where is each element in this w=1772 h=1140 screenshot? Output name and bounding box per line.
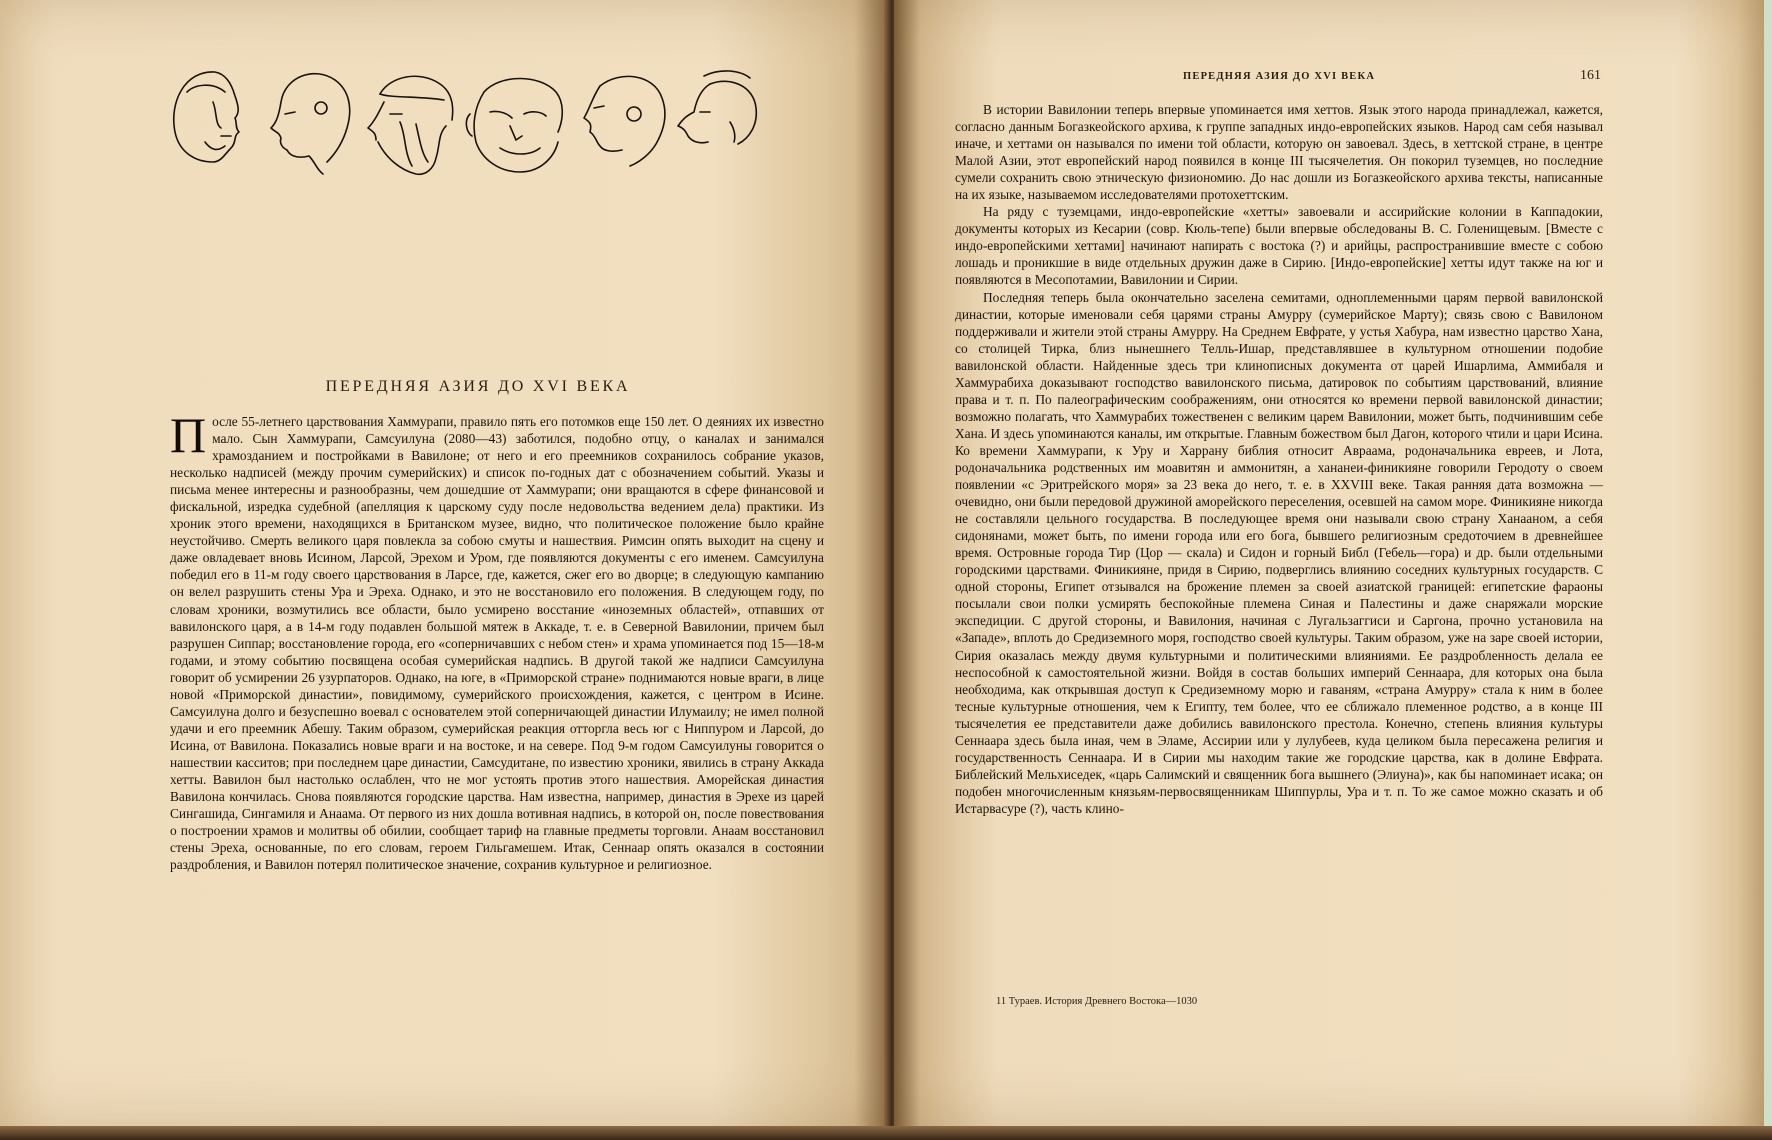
page-number: 161 [1580,68,1601,83]
head-profile-4 [466,79,562,173]
bottom-edge [0,1126,1772,1140]
right-paragraph-1: В истории Вавилонии теперь впервые упоминается имя хеттов. Язык этого народа принадлежал, кажется, согласно данным Богазкеойского архива, к группе западных индо-европейских языков. Народ сам себя называл иначе, и хеттами он назывался по имени той области, которую он завоевал. Здесь, в хеттской стране, в центре Малой Азии, этот европейский народ появился в конце III тысячелетия. Он покорил туземцев, но последние сумели сохранить свою этническую физиономию. До нас дошли из Богазкеойского архива тексты, написанные на их языке, называемом исследователями протохеттским. [955,102,1603,203]
chapter-title: ПЕРЕДНЯЯ АЗИЯ ДО XVI ВЕКА [325,378,631,395]
right-body-text [955,101,1603,817]
left-page [0,0,890,1126]
page-edge [1764,0,1772,1140]
running-head: ПЕРЕДНЯЯ АЗИЯ ДО XVI ВЕКА [1183,71,1376,82]
right-paragraph-2: На ряду с туземцами, индо-европейские «хетты» завоевали и ассирийские колонии в Каппадокии, документы которых из Кесарии (совр. Кюль-тепе) были впервые обследованы В. С. Голенищевым. [Вместе с индо-европейскими хеттами] начинают напирать с востока (?) и арийцы, распространившие вместе с собою лошадь и проникшие в виде отдельных дружин даже в Сирию. [Индо-европейские] хетты идут также на юг и появляются в Месопотамии, Вавилонии и Сирии. [955,204,1603,288]
left-paragraph: осле 55-летнего царствования Хаммурапи, правило пять его потомков еще 150 лет. О деяниях их известно мало. Сын Хаммурапи, Самсуилуна (2080—43) заботился, подобно отцу, о каналах и занимался храмозданием и постройками в Вавилоне; от него и его преемников сохранилось собрание указов, несколько надписей (между прочим сумерийских) и список по-годных дат с обозначением событий. Указы и письма менее интересны и разнообразны, чем дошедшие от Хаммурапи; они вращаются в сфере финансовой и фискальной, изредка судебной (апелляция к царскому суду после недовольства ведением дела) практики. Из хроник этого времени, находящихся в Британском музее, видно, что политическое положение было крайне неустойчиво. Смерть великого царя повлекла за собою смуты и нашествия. Римсин опять выходит на сцену и даже овладевает вновь Исином, Ларсой, Эрехом и Уром, где появляются документы с его именем. Самсуилуна победил его в 11-м году своего царствования в Ларсе, где, кажется, сжег его во дворце; в следующую кампанию он велел разрушить стены Ура и Эреха. Однако, и это не восстановило его положения. В следующем году, по словам хроники, возмутились все области, было усмирено восстание «иноземных областей», отпавших от вавилонского царя, а в 14-м году подавлен большой мятеж в Аккаде, т. е. в Северной Вавилонии, причем был разрушен Сиппар; восстановление города, его «соперничавших с небом стен» и храма упоминается под 15—18-м годами, и этому событию посвящена особая сумерийская надпись. В другой такой же надписи Самсуилуна говорит об усмирении 26 узурпаторов. Однако, на юге, в «Приморской стране» поднимаются новые враги, в лице новой «Приморской династии», повидимому, сумерийского происхождения, кажется, с центром в Исине. Самсуилуна долго и безуспешно воевал с основателем этой соперничающей династии Илумаилу; не имел полной удачи и его преемник Абешу. Таким образом, сумерийская реакция отторгла весь юг с Ниппуром и Ларсой, до Исина, от Вавилона. Показались новые враги и на востоке, и на севере. Под 9-м годом Самсуилуны говорится о нашествии касситов; при последнем царе династии, Самсудитане, по известию хроники, явились в страну Аккада хетты. Вавилон был настолько ослаблен, что не мог устоять против этого нашествия. Аморейская династия Вавилона кончилась. Снова появляются городские царства. Нам известна, например, династия в Эрехе из царей Сингашида, Сингамиля и Анаама. От первого из них дошла вотивная надпись, в которой он, после повествования о построении храмов и молитвы об обилии, сообщает тариф на главные предметы торговли. Анаам восстановил стены Эреха, основанные, по его словам, героем Гильгамешем. Итак, Сеннаар опять оказался в состоянии раздробления, и Вавилон потерял политическое значение, сохранив культурное и религиозное. [170,414,824,873]
head-profile-5 [584,76,665,166]
right-paragraph-3: Последняя теперь была окончательно заселена семитами, одноплеменными царям первой вавилонской династии, которые именовали себя царями страны Амурру (сумерийское Марту); связь свою с Вавилоном поддерживали и жители этой страны Амурру. На Среднем Евфрате, у устья Хабура, нам известно царство Хана, со столицей Тирка, близ нынешнего Телль-Ишар, представлявшее в культурном отношении подобие вавилонской области. Найденные здесь три клинописных документа от царей Ишарлима, Аммибаля и Хаммурабиха доказывают господство вавилонского письма, датировок по событиям царствований, влияние права и т. п. По палеографическим соображениям, они относятся ко времени первой вавилонской династии; возможно полагать, что Хаммурабих тожественен с великим царем Вавилонии, может быть, подчинившим себе Хана. И здесь упоминаются каналы, им открытые. Главным божеством был Дагон, которого чтили и цари Исина. Ко времени Хаммурапи, к Уру и Харрану библия относит Авраама, родоначальника евреев, и Лота, родоначальника родственных им моавитян и аммонитян, а хананеи-финикияне говорили Геродоту о своем появлении «с Эритрейского моря» за 23 века до него, т. е. в XXVIII веке. Такая ранняя дата возможна — очевидно, они были передовой дружиной аморейского переселения, осевшей на самом море. Финикияне никогда не составляли цельного государства. В последующее время они называли свою страну Ханааном, а себя сидонянами, может быть, по имени города или его бога, бывшего религиозным средоточием в древнейшее время. Островные города Тир (Цор — скала) и Сидон и горный Библ (Гебель—гора) и др. были отдельными городскими царствами. Финикияне, придя в Сирию, подверглись влиянию соседних культурных государств. С одной стороны, Египет отзывался на брожение племен за своей азиатской границей: египетские фараоны посылали свои полки усмирять беспокойные племена Синая и Палестины и даже снаряжали морские экспедиции. С другой стороны, и Вавилония, начиная с Лугальзаггиси и Саргона, прочно установила на «Западе», вплоть до Средиземного моря, господство своей культуры. Таким образом, уже на заре своей истории, Сирия оказалась между двумя культурными и политическими влияниями. Ее раздробленность делала ее неспособной к самостоятельной жизни. Войдя в состав больших империй Сеннаара, для которых она была необходима, как открывшая доступ к Средиземному морю и гаваням, «страна Амурру» стала к ним в более тесные культурные отношения, чем к Египту, тем более, что ее сближало племенное родство, а в конце III тысячелетия ее представители даже добились вавилонского престола. Конечно, степень влияния культуры Сеннаара здесь была иная, чем в Эламе, Ассирии или у лулубеев, куда целиком была пересажена религия и государственность Сеннаара. И в Сирии мы находим такие же городские царства, как в долине Евфрата. Библейский Мельхиседек, «царь Салимский и священник бога вышнего (Элиуна)», как бы напоминает исака; он подобен многочисленным князьям-первосвященникам Шиппурлы, Ура и т. п. То же самое можно сказать и об Истарвасуре (?), часть клино- [955,289,1603,816]
drop-cap: П [170,407,207,463]
head-profile-1 [174,72,239,162]
head-profile-3 [368,76,453,174]
head-profile-6 [678,71,756,144]
left-body-text [170,407,824,873]
footer-signature: 11 Тураев. История Древнего Востока—1030 [996,996,1198,1007]
head-profile-2 [271,74,350,174]
head-profile-illustrations [165,62,815,192]
